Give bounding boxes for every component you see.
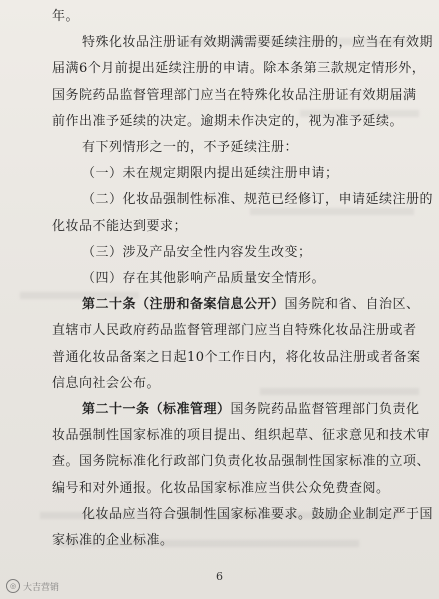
text-line: 化妆品不能达到要求； [52,218,188,234]
text-line: （二）化妆品强制性标准、规范已经修订，申请延续注册的 [82,192,434,208]
text-line: （一）未在规定期限内提出延续注册申请； [82,166,339,182]
article-text: 国务院药品监督管理部门负责化 [230,402,420,417]
text-line: 妆品强制性国家标准的项目提出、组织起草、征求意见和技术审 [52,428,431,444]
article-line [82,296,439,314]
text-line: 直辖市人民政府药品监督管理部门应当自特殊化妆品注册或者 [52,323,417,339]
text-line: 信息向社会公布。 [52,375,161,391]
watermark-text: 大吉营销 [23,582,60,593]
text-line: 国务院药品监督管理部门应当在特殊化妆品注册证有效期届满 [52,87,417,103]
text-line: 查。国务院标准化行政部门负责化妆品强制性国家标准的立项、 [52,454,431,470]
article-line [82,401,439,419]
page-number: 6 [216,570,223,583]
watermark [6,579,59,593]
text-line: 年。 [52,9,80,24]
text-line: （三）涉及产品安全性内容发生改变； [82,244,312,260]
article-21-heading: 第二十一条（标准管理） [82,402,231,417]
article-text: 国务院和省、自治区、 [284,297,420,313]
text-line: 有下列情形之一的，不予延续注册： [82,140,299,155]
text-line: 化妆品应当符合强制性国家标准要求。鼓励企业制定严于国 [82,506,434,522]
text-line: （四）存在其他影响产品质量安全情形。 [82,271,326,286]
text-line: 前作出准予延续的决定。逾期未作决定的，视为准予延续。 [52,113,404,129]
text-line: 届满6个月前提出延续注册的申请。除本条第三款规定情形外， [52,61,426,77]
text-line: 特殊化妆品注册证有效期满需要延续注册的，应当在有效期 [82,35,434,51]
article-20-heading: 第二十条（注册和备案信息公开） [82,297,285,313]
text-line: 普通化妆品备案之日起10个工作日内，将化妆品注册或者备案 [52,349,421,365]
text-line: 家标准的企业标准。 [52,533,174,548]
watermark-logo-icon: ◎ [6,579,20,593]
text-line: 编号和对外通报。化妆品国家标准应当供公众免费查阅。 [52,480,390,496]
